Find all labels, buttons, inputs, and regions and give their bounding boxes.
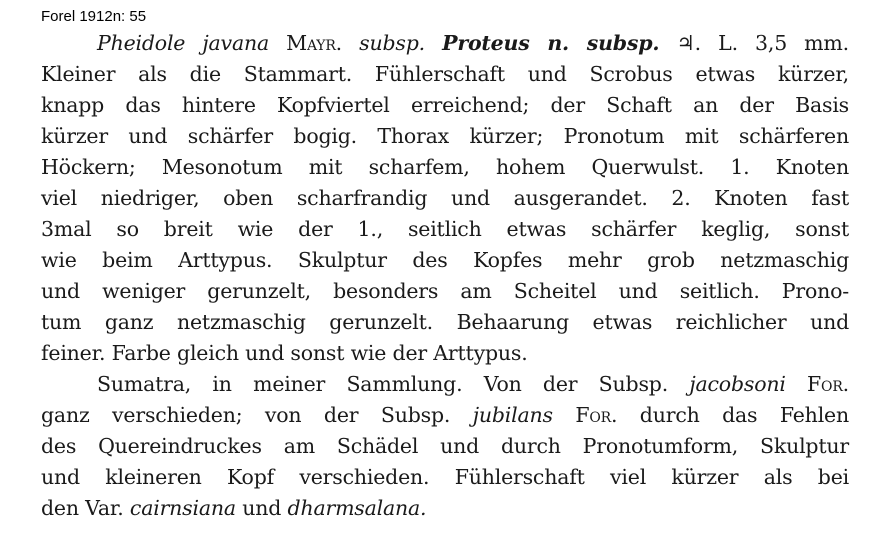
text-line: knapp das hintere Kopfviertel erreichend; der Schaft an der Basis xyxy=(41,93,849,117)
citation-label: Forel 1912n: 55 xyxy=(41,8,147,25)
text-segment: und xyxy=(242,496,282,520)
text-segment: ganz verschieden; von der Subsp. xyxy=(41,403,451,427)
author-name: For. xyxy=(575,403,618,427)
caste-symbol: ♃. xyxy=(676,31,701,55)
text-line xyxy=(41,369,849,400)
text-line: viel niedriger, oben scharfrandig und ausgerandet. 2. Knoten fast xyxy=(41,186,849,210)
text-segment: durch das Fehlen xyxy=(639,403,849,427)
author-name: Mayr. xyxy=(286,31,342,55)
text-line xyxy=(41,400,849,431)
description-text xyxy=(41,28,849,524)
text-line: kürzer und schärfer bogig. Thorax kürzer; Pronotum mit schärferen xyxy=(41,124,849,148)
subspecies-word: subsp. xyxy=(359,31,425,55)
text-line: Höckern; Mesonotum mit scharfem, hohem Querwulst. 1. Knoten xyxy=(41,155,849,179)
text-line: Kleiner als die Stammart. Fühlerschaft und Scrobus etwas kürzer, xyxy=(41,62,849,86)
taxon-name: cairnsiana xyxy=(129,496,236,520)
text-line: 3mal so breit wie der 1., seitlich etwas schärfer keglig, sonst xyxy=(41,217,849,241)
text-line: tum ganz netzmaschig gerunzelt. Behaarung etwas reichlicher und xyxy=(41,310,849,334)
text-segment: Sumatra, in meiner Sammlung. Von der Subsp. xyxy=(97,372,669,396)
text-line: wie beim Arttypus. Skulptur des Kopfes mehr grob netzmaschig xyxy=(41,248,849,272)
text-line: und kleineren Kopf verschieden. Fühlerschaft viel kürzer als bei xyxy=(41,465,849,489)
taxon-name: dharmsalana. xyxy=(287,496,427,520)
author-name: For. xyxy=(807,372,849,396)
text-line: feiner. Farbe gleich und sonst wie der Arttypus. xyxy=(41,341,528,365)
text-line: des Quereindruckes am Schädel und durch Pronotumform, Skulptur xyxy=(41,434,849,458)
text-line xyxy=(41,28,849,59)
new-taxon-name: Proteus n. subsp. xyxy=(442,31,660,55)
taxon-name: jubilans xyxy=(472,403,553,427)
text-line xyxy=(41,493,849,524)
species-name: Pheidole javana xyxy=(97,31,269,55)
taxon-name: jacobsoni xyxy=(689,372,786,396)
text-segment: den Var. xyxy=(41,496,124,520)
text-line: und weniger gerunzelt, besonders am Scheitel und seitlich. Prono- xyxy=(41,279,849,303)
length-measure: L. 3,5 mm. xyxy=(718,31,849,55)
